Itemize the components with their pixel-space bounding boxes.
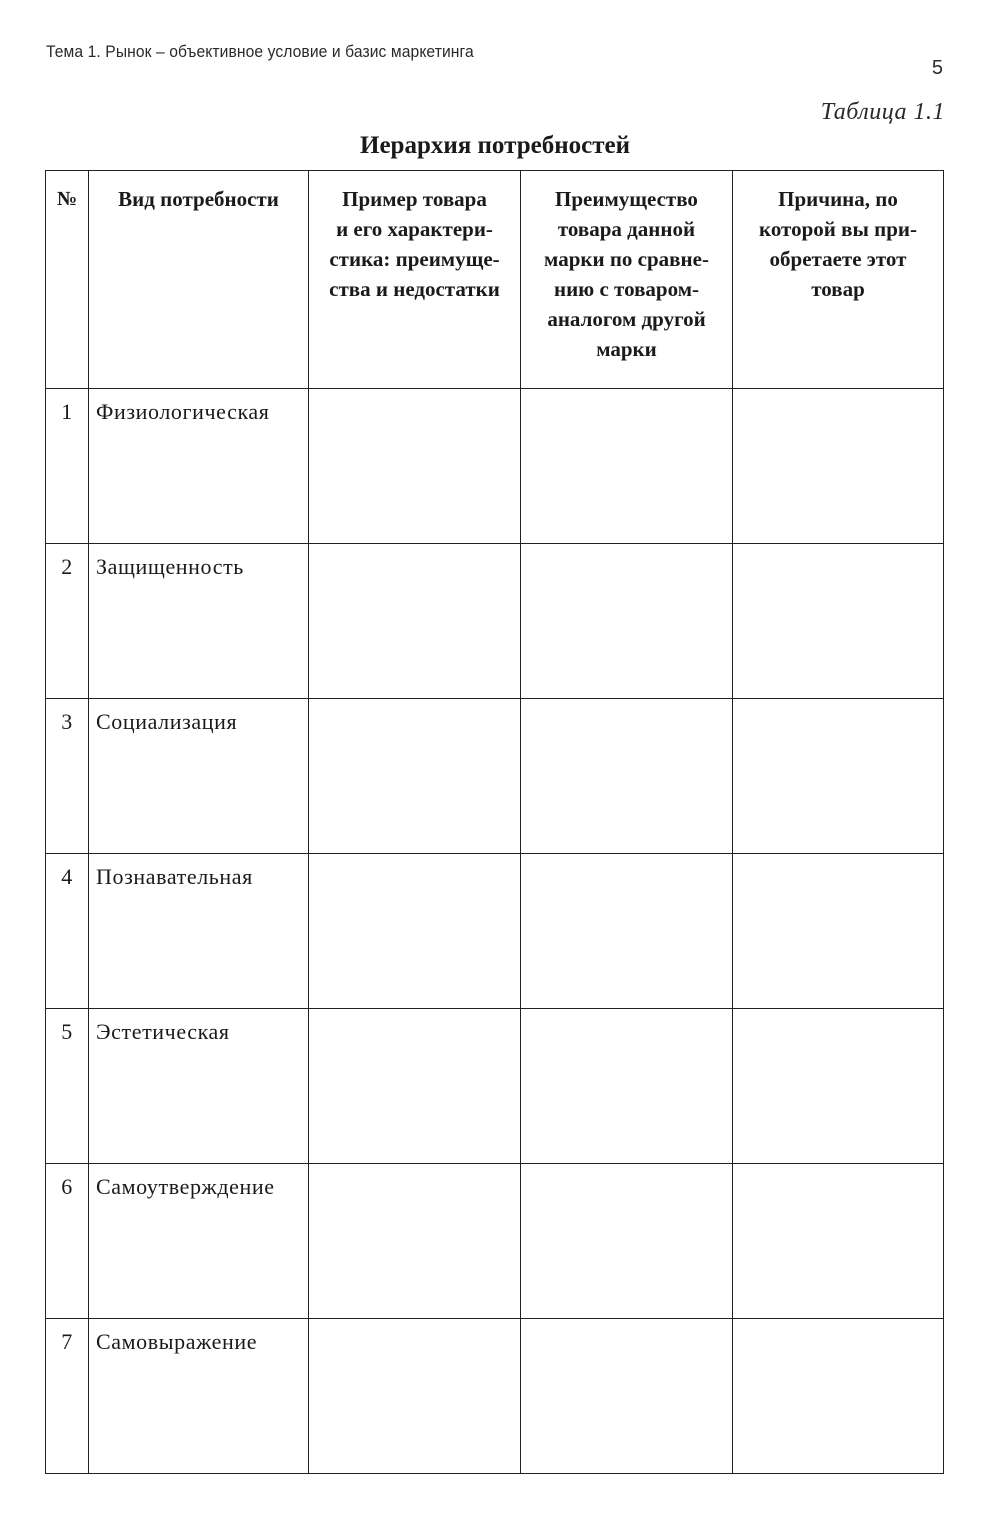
header-line: Вид потребности <box>118 187 279 211</box>
product-example-cell[interactable] <box>309 544 521 699</box>
header-line: и его характери- <box>336 217 493 241</box>
brand-advantage-cell[interactable] <box>521 1164 733 1319</box>
brand-advantage-cell[interactable] <box>521 389 733 544</box>
table-row <box>46 1164 944 1319</box>
table-title: Иерархия потребностей <box>360 132 630 159</box>
table-row <box>46 389 944 544</box>
row-number: 2 <box>46 544 89 699</box>
need-type-cell: Защищенность <box>89 544 309 699</box>
table-row <box>46 1319 944 1474</box>
product-example-cell[interactable] <box>309 1009 521 1164</box>
column-header-product-example <box>309 171 521 389</box>
table-header-row <box>46 171 944 389</box>
need-type-cell: Социализация <box>89 699 309 854</box>
row-number: 4 <box>46 854 89 1009</box>
need-type-cell: Физиологическая <box>89 389 309 544</box>
table-row <box>46 699 944 854</box>
brand-advantage-cell[interactable] <box>521 699 733 854</box>
header-line: № <box>56 188 78 210</box>
header-line: аналогом другой <box>547 307 706 331</box>
running-header: Тема 1. Рынок – объективное условие и базис маркетинга <box>46 42 474 61</box>
need-type-cell: Самоутверждение <box>89 1164 309 1319</box>
brand-advantage-cell[interactable] <box>521 544 733 699</box>
purchase-reason-cell[interactable] <box>733 699 944 854</box>
need-type-cell: Самовыражение <box>89 1319 309 1474</box>
row-number: 1 <box>46 389 89 544</box>
product-example-cell[interactable] <box>309 1319 521 1474</box>
purchase-reason-cell[interactable] <box>733 389 944 544</box>
needs-hierarchy-table <box>45 170 944 1474</box>
column-header-number <box>46 171 89 389</box>
purchase-reason-cell[interactable] <box>733 1009 944 1164</box>
brand-advantage-cell[interactable] <box>521 854 733 1009</box>
header-line: нию с товаром- <box>553 277 699 301</box>
purchase-reason-cell[interactable] <box>733 544 944 699</box>
column-header-need-type <box>89 171 309 389</box>
header-line: марки <box>596 337 657 361</box>
need-type-cell: Эстетическая <box>89 1009 309 1164</box>
header-line: товара данной <box>557 217 696 241</box>
purchase-reason-cell[interactable] <box>733 1319 944 1474</box>
header-line: которой вы при- <box>759 217 917 241</box>
row-number: 5 <box>46 1009 89 1164</box>
table-caption: Таблица 1.1 <box>820 99 945 125</box>
brand-advantage-cell[interactable] <box>521 1009 733 1164</box>
table-row <box>46 544 944 699</box>
header-line: ства и недостатки <box>329 277 500 301</box>
header-line: стика: преимуще- <box>329 247 500 271</box>
row-number: 6 <box>46 1164 89 1319</box>
product-example-cell[interactable] <box>309 854 521 1009</box>
header-line: Причина, по <box>778 187 898 211</box>
purchase-reason-cell[interactable] <box>733 1164 944 1319</box>
column-header-purchase-reason <box>733 171 944 389</box>
product-example-cell[interactable] <box>309 699 521 854</box>
column-header-brand-advantage <box>521 171 733 389</box>
page-number: 5 <box>931 57 943 79</box>
header-line: Пример товара <box>342 187 487 211</box>
row-number: 7 <box>46 1319 89 1474</box>
table-row <box>46 854 944 1009</box>
product-example-cell[interactable] <box>309 1164 521 1319</box>
table-row <box>46 1009 944 1164</box>
brand-advantage-cell[interactable] <box>521 1319 733 1474</box>
header-line: марки по сравне- <box>544 247 709 271</box>
purchase-reason-cell[interactable] <box>733 854 944 1009</box>
header-line: Преимущество <box>555 187 698 211</box>
need-type-cell: Познавательная <box>89 854 309 1009</box>
row-number: 3 <box>46 699 89 854</box>
product-example-cell[interactable] <box>309 389 521 544</box>
header-line: обретаете этот <box>769 247 907 271</box>
header-line: товар <box>811 277 865 301</box>
